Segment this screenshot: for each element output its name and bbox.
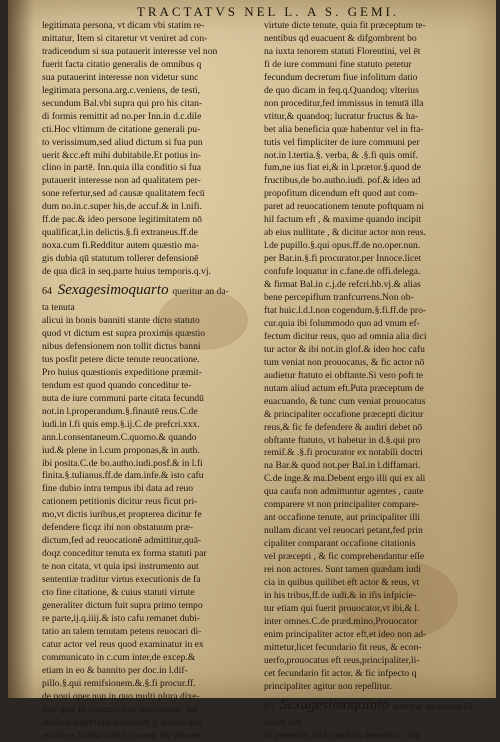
text-line: vel præcepti , & fic comprehendantur eſſe xyxy=(264,551,425,563)
text-line: rei non actores. Sunt tamen quædam iudi xyxy=(264,564,421,576)
book-page xyxy=(8,0,496,741)
text-line: dictum,fed ad reuocationē admittitur,quā- xyxy=(42,535,202,547)
text-line: fit perueniri ad fecundum decretum ; ifta xyxy=(264,729,421,741)
text-line: catur actor vel reus quod examinatur in ex xyxy=(42,638,204,650)
text-line: cet fecundario fit actor. & fic infpecto q xyxy=(264,667,417,679)
text-line: not.in l.properandum.§.finautē reus.C.de xyxy=(42,405,198,417)
text-line: mittetur,licet fecundario fit reus, & econ- xyxy=(264,641,422,653)
text-line: nitum poſ xyxy=(264,716,302,728)
text-line: qualificat,l.in delictis.§.fi extraneus.ff.de xyxy=(42,227,198,239)
text-line: fructibus,de bo.autho.iudi. pof.& ideo ad xyxy=(264,175,421,187)
text-line: de qua dicā in seq.parte huius temporis.q.vj. xyxy=(42,266,211,278)
text-line: tur etiam qui fuerit prouocator,vt ibi,& l. xyxy=(264,602,420,614)
text-line: audietur ftatuto ei obftante.Si vero poft te xyxy=(264,369,424,381)
right-lines-b xyxy=(264,717,486,742)
text-line: mo,vt dictis iuribus,et propterea dicitur fe xyxy=(42,509,202,521)
text-line: omissis superfluis sciendum q quandoque xyxy=(42,716,202,728)
text-line: cipaliter comparant occafione citationis xyxy=(264,538,416,550)
right-lines-a xyxy=(264,20,486,694)
text-line: dum no.in.c.super his,de accuf.& in l.nifi. xyxy=(42,201,202,213)
text-line: cti.Hoc vltimum de citatione generali pu- xyxy=(42,123,201,135)
text-line: tradicendum si sua putauerit interesse vel non xyxy=(42,45,218,57)
text-line: generaliter dictum fuit supra primo tempo xyxy=(42,599,203,611)
text-line: non proceditur,fed immissus in tenutā illa xyxy=(264,97,424,109)
text-line: nullam dicant vel reuocari petant,fed prin xyxy=(264,525,423,537)
text-line: bene percepiflum tranfcurrens.Non ob- xyxy=(264,292,414,304)
text-line: & firmat Bal.in c.j.de refcri.hb.vj.& alias xyxy=(264,279,421,291)
section-heading-65 xyxy=(264,696,486,716)
text-line: fuerit facta citatio generalis de omnibus q xyxy=(42,58,202,70)
text-line: cur.quia ibi folummodo quo ad vnum ef- xyxy=(264,317,420,329)
text-line: nutam aliud actum eft.Puta præceptum de xyxy=(264,382,424,394)
text-line: ibi posita.C.de bo.autho.iudi.posf.& in l.fi xyxy=(42,457,203,469)
text-line: de noui oper.nun.in quo multi plura dixe- xyxy=(42,690,200,702)
text-line: cia in quibus quilibet eft actor & reus, vt xyxy=(264,576,420,588)
text-line: putauerit interesse non ad qualitatem per- xyxy=(42,175,201,187)
text-line: tatio an talem tenutam petens reuocari di- xyxy=(42,625,202,637)
text-line: comparere vt non principaliter compare- xyxy=(264,499,420,511)
text-line: propofitum dicendum eft quod aut com- xyxy=(264,188,418,200)
text-line: iud.& plene in l.cum proponas,& in auth. xyxy=(42,444,200,456)
text-line: cto fine citatione, & cuius statuti virtute xyxy=(42,587,195,599)
text-line: na iuxta tenorem statuti Florentini, vel ēt xyxy=(264,45,421,57)
text-line: ff.de pac.& ideo persone legitimitatem nō xyxy=(42,214,202,226)
text-line: te non citata, vt quia ipsi instrumento aut xyxy=(42,561,199,573)
text-line: tutis vel fimpliciter de iure communi per xyxy=(264,136,420,148)
text-line: iudi.in l.fi quis emp.§.ij.C.de prefcri.xxx. xyxy=(42,418,200,430)
running-head: TRACTATVS NEL L. A S. GEMI. xyxy=(136,4,400,19)
text-line: remif.& .§.fi procurator ex notabili doctri xyxy=(264,447,423,459)
text-line: alicui in bonis banniti stante dicto statuto xyxy=(42,315,200,327)
section-heading-title: Sexagesimoquinto xyxy=(279,696,389,713)
text-line: sua putauerint interesse non videtur sunc xyxy=(42,71,199,83)
text-line: quod vt dictum est supra proximis quæstio xyxy=(42,327,206,339)
text-line: noxa.cum fi.Redditur autem quæstio ma- xyxy=(42,240,200,252)
text-line: ab eius nullitate , & dicitur actor non reus. xyxy=(264,227,426,239)
text-line: fectum dicitur reus, quo ad omnia alia dici xyxy=(264,330,427,342)
text-line: ta tenuta xyxy=(42,302,75,314)
text-line: nibus defensionem non tollit dictus banni xyxy=(42,340,201,352)
text-line: sententiæ traditur virtus executionis de fa xyxy=(42,574,201,586)
right-column xyxy=(264,20,486,742)
text-line: not.in l.tertia.§. verba, & .§.fi quis omif. xyxy=(264,149,419,161)
page-gutter-shadow xyxy=(8,0,34,698)
left-column xyxy=(42,20,264,742)
text-line: tus posfit petere dicte tenute reuocatione. xyxy=(42,353,200,365)
text-line: gis dubia qū statutum tollerer defensionē xyxy=(42,253,199,265)
text-line: pillo.§.qui remifsionem.&.§.fi procur.ff. xyxy=(42,677,196,689)
text-line: principaliter agitur non repellitur. xyxy=(264,680,392,692)
text-line: re parte,ij.q.iiij.& isto cafu remanet dubi- xyxy=(42,612,200,624)
text-line: cationem petitionis dicitur reus ficut pri- xyxy=(42,496,198,508)
text-line: l.de pupillo.§.qui opus.ff.de no.oper.nun. xyxy=(264,240,421,252)
text-line: tum veniat non prouocatus, & fic actor nō xyxy=(264,356,425,368)
text-line: uerfo,prouocatus eft reus,principaliter,li- xyxy=(264,654,420,666)
text-line: qua caufa non admittuntur agentes , caute xyxy=(264,486,424,498)
text-line: finita.§.tulianus.ff.de dam.infe.& isto cafu xyxy=(42,470,204,482)
text-line: na Bar.& quod not.per Bal.in l.diffamari. xyxy=(264,460,421,472)
section-number: 65 xyxy=(264,700,274,712)
text-line: tendum est quod quando conceditur te- xyxy=(42,379,192,391)
text-line: enim principaliter actor eft,et ideo non ad- xyxy=(264,628,427,640)
text-line: sone refertur,sed ad causæ qualitatem fecū xyxy=(42,188,205,200)
section-heading-continuation: queritur an contra bā xyxy=(392,700,473,712)
text-line: tur actor & ibi not.in glof.& ideo hoc cafu xyxy=(264,343,425,355)
text-line: de quo dicam in feq.q.Quandoq; vlterius xyxy=(264,84,419,96)
text-line: virtute dicte tenute, quia fit præceptum te- xyxy=(264,20,426,31)
text-line: nuta de iure communi parte citata fecundū xyxy=(42,392,204,404)
text-line: vtitur,& quandoq; lucratur fructus & ha- xyxy=(264,110,419,122)
text-line: legitimata persona, vt dicam vbi statim re- xyxy=(42,20,205,31)
text-line: reus,& fic fe defendere & audiri debet nō xyxy=(264,421,423,433)
text-line: fum,ne ius fiat ei,& in l.prætor.§.quod de xyxy=(264,162,421,174)
text-line: etiam in eo & bannito per doc.in l.dif- xyxy=(42,664,188,676)
section-number: 64 xyxy=(42,286,52,298)
text-line: mittatur, Item si citaretur vt veniret ad con- xyxy=(42,32,208,44)
section-heading-64 xyxy=(42,281,264,301)
section-heading-continuation: queritur an da- xyxy=(172,286,229,298)
text-line: di formis remittit ad no.per Inn.in d.c.dile xyxy=(42,110,202,122)
text-line: ann.l.consentaneum.C.quomo.& quando xyxy=(42,431,197,443)
text-line: confufe loquatur in c.fane.de offi.delega. xyxy=(264,266,421,278)
text-line: Pro huius quæstionis expeditione præmit- xyxy=(42,366,202,378)
section-heading-title: Sexagesimoquarto xyxy=(57,282,169,299)
text-line: ftat huic.l.d.l.non cogendum.§.fi.ff.de pro- xyxy=(264,304,427,316)
text-line: nentibus qd euacuent & difgombrent bo xyxy=(264,32,417,44)
text-line: secundum Bal.vbi supra qui pro his citan- xyxy=(42,97,203,109)
text-line: inter omnes.C.de præd.mino,Prouocator xyxy=(264,615,418,627)
left-lines-a xyxy=(42,20,264,279)
text-line: ant occafione tenute, aut principaliter illi xyxy=(264,512,421,524)
text-line: C.de inge.& ma.Debent ergo illi qui ex ali xyxy=(264,473,426,485)
text-line: clino in partē. Inn.quia illa conditio si fua xyxy=(42,162,202,174)
text-line: paret ad reuocationem tenute poftquam ni xyxy=(264,201,425,213)
text-line: etiam ex forma statuti procedi tur vltenus xyxy=(42,729,201,741)
text-line: uerit &cc.eft mihi dubitabile.Et potius in- xyxy=(42,149,202,161)
text-line: fecundum decretum fiue infolitum datio xyxy=(264,71,418,83)
text-line: to verissimum,sed aliud dictum si fua pun xyxy=(42,136,203,148)
text-line: per Bar.in.§.fi procurator.per Innoce.licet xyxy=(264,253,422,265)
text-line: fi de iure communi fine statuto petetur xyxy=(264,58,412,70)
left-lines-b xyxy=(42,302,264,742)
text-line: & principaliter occafione præcepti dicitur xyxy=(264,408,424,420)
text-line: defendere ficqz ibi non obstatuum præ- xyxy=(42,522,194,534)
text-line: hil factum eft , & maxime quando incipit xyxy=(264,214,422,226)
text-line: communicato in c.cum inter,de excep.& xyxy=(42,651,196,663)
text-line: fine dubio intra tempus ibi data ad reuo xyxy=(42,483,194,495)
text-line: bet alia beneficia quæ habentur vel in fta- xyxy=(264,123,424,135)
text-line: euacuando, & tunc cum veniat prouocatus xyxy=(264,395,426,407)
text-line: obftante ftatuto, vt habetur in d.§.qui pro xyxy=(264,434,421,446)
text-line: doqz conceditur tenuta ex forma statuti par xyxy=(42,548,207,560)
text-line: runt quæ in voluminibus reperiuntur, fed xyxy=(42,703,198,715)
text-line: in his tribus,ff.de iudi.& in ifis infpicie- xyxy=(264,589,416,601)
text-line: legitimata persona.arg.c.veniens, de testi, xyxy=(42,84,201,96)
